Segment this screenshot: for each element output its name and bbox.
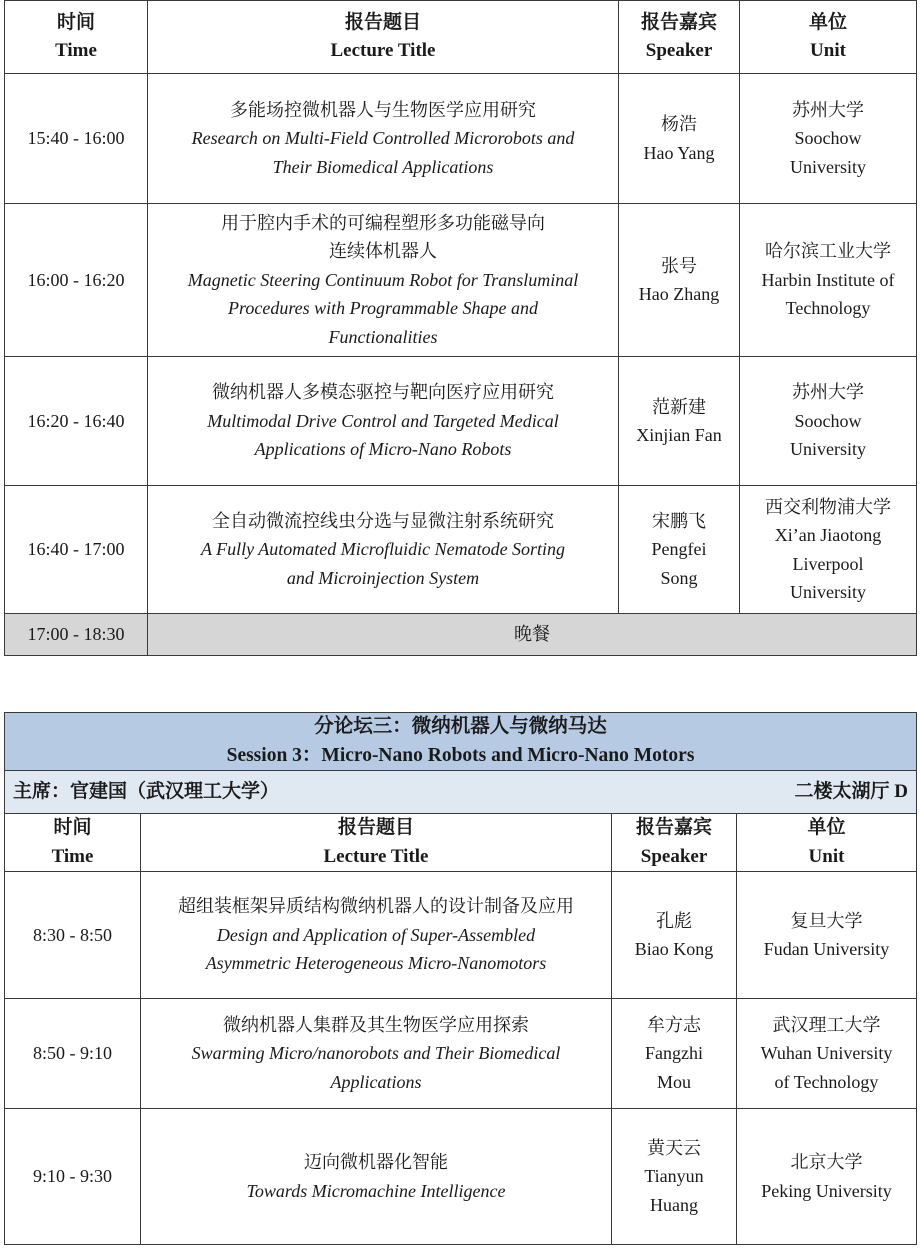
unit-cell: 西交利物浦大学 Xi’an Jiaotong Liverpool University	[740, 486, 917, 614]
unit-cell: 哈尔滨工业大学 Harbin Institute of Technology	[740, 204, 917, 357]
chair-name: 主席：官建国（武汉理工大学）	[13, 780, 280, 802]
dinner-label: 晚餐	[148, 614, 917, 656]
dinner-row	[5, 614, 917, 656]
time-cell: 16:40 - 17:00	[5, 486, 148, 614]
speaker-cell: 范新建 Xinjian Fan	[619, 357, 740, 486]
time-cell: 17:00 - 18:30	[5, 614, 148, 656]
header-lecture-title: 报告题目 Lecture Title	[148, 1, 619, 74]
time-cell: 9:10 - 9:30	[5, 1109, 141, 1245]
speaker-cell: 黄天云 Tianyun Huang	[612, 1109, 737, 1245]
unit-cell: 武汉理工大学 Wuhan University of Technology	[737, 999, 917, 1109]
header-unit: 单位 Unit	[737, 814, 917, 872]
lecture-title-cell: 迈向微机器化智能 Towards Micromachine Intelligence	[141, 1109, 612, 1245]
table-row	[5, 357, 917, 486]
header-speaker: 报告嘉宾 Speaker	[612, 814, 737, 872]
schedule-table-2	[4, 712, 917, 1245]
header-speaker: 报告嘉宾 Speaker	[619, 1, 740, 74]
time-cell: 16:20 - 16:40	[5, 357, 148, 486]
time-cell: 15:40 - 16:00	[5, 74, 148, 204]
table-row	[5, 204, 917, 357]
room-name: 二楼太湖厅 D	[794, 780, 908, 802]
table-row	[5, 74, 917, 204]
lecture-title-cell: 微纳机器人多模态驱控与靶向医疗应用研究 Multimodal Drive Control and Targeted Medical Applications of Micro-Nano Robots	[148, 357, 619, 486]
time-cell: 8:30 - 8:50	[5, 872, 141, 999]
lecture-title-cell: 超组装框架异质结构微纳机器人的设计制备及应用 Design and Application of Super-Assembled Asymmetric Heterogeneous Micro-Nanomotors	[141, 872, 612, 999]
unit-cell: 北京大学 Peking University	[737, 1109, 917, 1245]
speaker-cell: 牟方志 Fangzhi Mou	[612, 999, 737, 1109]
speaker-cell: 张号 Hao Zhang	[619, 204, 740, 357]
table-header-row	[5, 1, 917, 74]
table-header-row	[5, 814, 917, 872]
time-cell: 8:50 - 9:10	[5, 999, 141, 1109]
header-lecture-title: 报告题目 Lecture Title	[141, 814, 612, 872]
header-time: 时间 Time	[5, 814, 141, 872]
lecture-title-cell: 全自动微流控线虫分选与显微注射系统研究 A Fully Automated Microfluidic Nematode Sorting and Microinjection System	[148, 486, 619, 614]
session-title-row	[5, 713, 917, 771]
chair-info	[5, 771, 917, 814]
session-title: 分论坛三：微纳机器人与微纳马达 Session 3：Micro-Nano Robots and Micro-Nano Motors	[5, 713, 917, 771]
chair-row	[5, 771, 917, 814]
lecture-title-cell: 微纳机器人集群及其生物医学应用探索 Swarming Micro/nanorobots and Their Biomedical Applications	[141, 999, 612, 1109]
lecture-title-cell: 用于腔内手术的可编程塑形多功能磁导向 连续体机器人 Magnetic Steering Continuum Robot for Transluminal Procedures with Programmable Shape and Functionalities	[148, 204, 619, 357]
unit-cell: 复旦大学 Fudan University	[737, 872, 917, 999]
table-row	[5, 486, 917, 614]
unit-cell: 苏州大学 Soochow University	[740, 74, 917, 204]
table-row	[5, 999, 917, 1109]
unit-cell: 苏州大学 Soochow University	[740, 357, 917, 486]
speaker-cell: 杨浩 Hao Yang	[619, 74, 740, 204]
table-row	[5, 872, 917, 999]
header-unit: 单位 Unit	[740, 1, 917, 74]
time-cell: 16:00 - 16:20	[5, 204, 148, 357]
lecture-title-cell: 多能场控微机器人与生物医学应用研究 Research on Multi-Field Controlled Microrobots and Their Biomedical Applications	[148, 74, 619, 204]
speaker-cell: 宋鹏飞 Pengfei Song	[619, 486, 740, 614]
table-row	[5, 1109, 917, 1245]
schedule-table-1	[4, 0, 917, 656]
header-time: 时间 Time	[5, 1, 148, 74]
speaker-cell: 孔彪 Biao Kong	[612, 872, 737, 999]
